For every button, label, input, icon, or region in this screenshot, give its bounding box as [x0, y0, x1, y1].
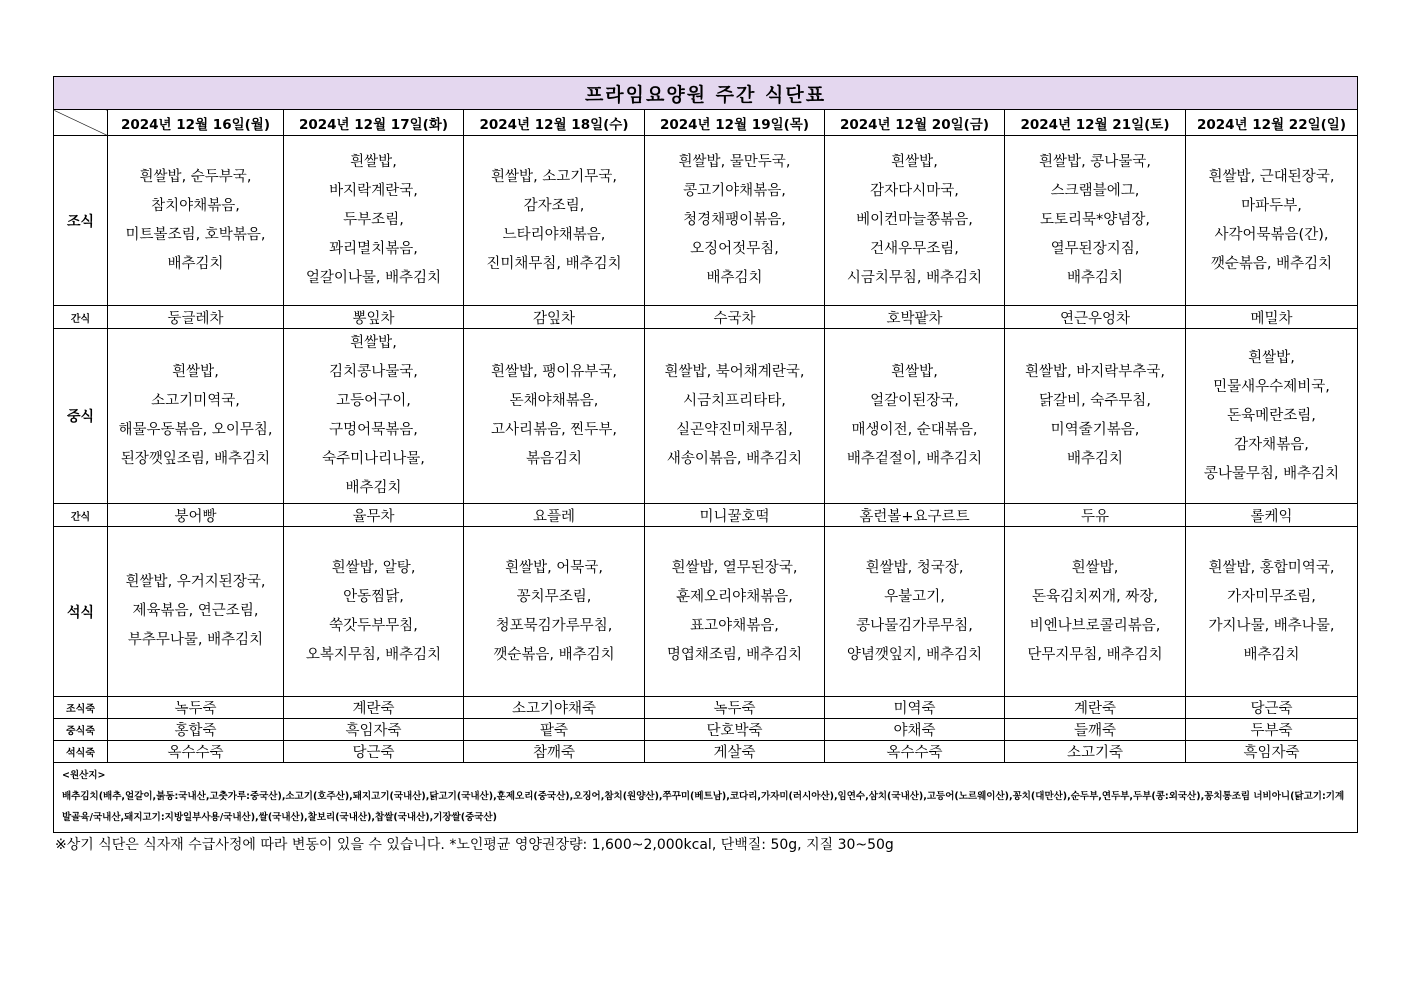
- lunch-cell-5: [825, 329, 1005, 504]
- menu-line: 미트볼조림, 호박볶음,: [125, 226, 266, 243]
- breakfast-cell-7: [1186, 136, 1358, 306]
- snack-row-2: [54, 504, 1358, 527]
- menu-line: 배추김치: [167, 255, 224, 272]
- porridge-lunch-cell-6: 들깨죽: [1005, 719, 1186, 741]
- menu-line: 새송이볶음, 배추김치: [666, 451, 803, 467]
- menu-line: 흰쌀밥,: [1071, 559, 1119, 576]
- menu-line: 해물우동볶음, 오이무침,: [118, 422, 273, 438]
- menu-line: 스크램블에그,: [1050, 183, 1140, 199]
- snack-label-1: 간식: [54, 306, 108, 329]
- menu-line: 청경채팽이볶음,: [683, 212, 786, 228]
- menu-line: 흰쌀밥, 콩나물국,: [1039, 154, 1151, 170]
- porridge-dinner-cell-3: 참깨죽: [464, 741, 645, 763]
- menu-line: 느타리야채볶음,: [502, 226, 606, 243]
- origin-info: [54, 763, 1358, 833]
- menu-line: 콩나물김가루무침,: [856, 617, 973, 634]
- menu-line: 고등어구이,: [336, 393, 411, 409]
- date-header-2: 2024년 12월 17일(화): [284, 110, 464, 136]
- lunch-cell-3: [464, 329, 645, 504]
- snack1-cell-1: 둥글레차: [108, 306, 284, 329]
- menu-line: 흰쌀밥, 근대된장국,: [1208, 168, 1335, 185]
- menu-line: 콩고기야채볶음,: [683, 183, 786, 199]
- porridge-breakfast-cell-7: 당근죽: [1186, 697, 1358, 719]
- menu-line: 단무지무침, 배추김치: [1027, 646, 1163, 663]
- porridge-lunch-row: [54, 719, 1358, 741]
- menu-line: 꽈리멸치볶음,: [329, 241, 418, 257]
- breakfast-cell-6: [1005, 136, 1186, 306]
- porridge-dinner-cell-6: 소고기죽: [1005, 741, 1186, 763]
- dinner-cell-6: [1005, 527, 1186, 697]
- menu-line: 비엔나브로콜리볶음,: [1029, 617, 1161, 634]
- lunch-cell-7: [1186, 329, 1358, 504]
- porridge-dinner-cell-2: 당근죽: [284, 741, 464, 763]
- menu-line: 배추김치: [1066, 451, 1124, 467]
- menu-line: 안동찜닭,: [343, 588, 404, 605]
- menu-line: 흰쌀밥,: [1248, 349, 1295, 366]
- snack1-cell-4: 수국차: [645, 306, 825, 329]
- menu-line: 돈채야채볶음,: [509, 393, 599, 409]
- dinner-label: 석식: [54, 527, 108, 697]
- menu-line: 깻순볶음, 배추김치: [1210, 255, 1333, 272]
- menu-line: 참치야채볶음,: [151, 197, 240, 214]
- snack1-cell-6: 연근우엉차: [1005, 306, 1186, 329]
- porridge-dinner-label: 석식죽: [54, 741, 108, 763]
- menu-line: 미역줄기볶음,: [1050, 422, 1140, 438]
- menu-line: 명엽채조림, 배추김치: [666, 646, 803, 663]
- porridge-lunch-cell-1: 홍합죽: [108, 719, 284, 741]
- menu-line: 감자조림,: [523, 197, 585, 214]
- lunch-cell-4: [645, 329, 825, 504]
- porridge-dinner-cell-5: 옥수수죽: [825, 741, 1005, 763]
- snack1-cell-7: 메밀차: [1186, 306, 1358, 329]
- menu-line: 진미채무침, 배추김치: [486, 255, 622, 272]
- dinner-cell-7: [1186, 527, 1358, 697]
- menu-line: 마파두부,: [1241, 197, 1302, 214]
- snack2-cell-6: 두유: [1005, 504, 1186, 527]
- menu-line: 구멍어묵볶음,: [329, 422, 418, 438]
- menu-title: 프라임요양원 주간 식단표: [54, 77, 1358, 110]
- menu-line: 사각어묵볶음(간),: [1214, 226, 1329, 243]
- menu-line: 흰쌀밥, 바지락부추국,: [1025, 364, 1165, 380]
- menu-line: 흰쌀밥,: [891, 154, 938, 170]
- dinner-cell-5: [825, 527, 1005, 697]
- breakfast-cell-2: [284, 136, 464, 306]
- snack-label-2: 간식: [54, 504, 108, 527]
- menu-line: 배추김치: [345, 480, 402, 496]
- porridge-dinner-row: [54, 741, 1358, 763]
- menu-line: 흰쌀밥, 소고기무국,: [491, 168, 617, 185]
- date-header-5: 2024년 12월 20일(금): [825, 110, 1005, 136]
- snack1-cell-5: 호박팥차: [825, 306, 1005, 329]
- porridge-breakfast-cell-3: 소고기야채죽: [464, 697, 645, 719]
- menu-line: 가지나물, 배추나물,: [1208, 617, 1335, 634]
- lunch-cell-6: [1005, 329, 1186, 504]
- porridge-lunch-label: 중식죽: [54, 719, 108, 741]
- menu-line: 콩나물무침, 배추김치: [1203, 465, 1340, 482]
- date-header-4: 2024년 12월 19일(목): [645, 110, 825, 136]
- menu-line: 쑥갓두부무침,: [329, 617, 418, 634]
- snack2-cell-4: 미니꿀호떡: [645, 504, 825, 527]
- porridge-breakfast-cell-6: 계란죽: [1005, 697, 1186, 719]
- snack-row-1: [54, 306, 1358, 329]
- dinner-row: [54, 527, 1358, 697]
- menu-line: 건새우무조림,: [870, 241, 959, 257]
- corner-cell: [54, 110, 108, 136]
- porridge-breakfast-row: [54, 697, 1358, 719]
- breakfast-cell-5: [825, 136, 1005, 306]
- menu-line: 시금치무침, 배추김치: [846, 270, 983, 286]
- porridge-breakfast-cell-2: 계란죽: [284, 697, 464, 719]
- menu-line: 흰쌀밥, 우거지된장국,: [125, 574, 266, 590]
- porridge-lunch-cell-7: 두부죽: [1186, 719, 1358, 741]
- breakfast-cell-4: [645, 136, 825, 306]
- menu-line: 매생이전, 순대볶음,: [851, 422, 978, 438]
- footnote: ※상기 식단은 식자재 수급사정에 따라 변동이 있을 수 있습니다. *노인평균 영양권장량: 1,600~2,000kcal, 단백질: 50g, 지질 30~50g: [55, 837, 894, 853]
- porridge-lunch-cell-2: 흑임자죽: [284, 719, 464, 741]
- porridge-dinner-cell-1: 옥수수죽: [108, 741, 284, 763]
- snack1-cell-3: 감잎차: [464, 306, 645, 329]
- menu-line: 흰쌀밥, 홍합미역국,: [1208, 559, 1335, 576]
- dinner-cell-3: [464, 527, 645, 697]
- menu-line: 배추김치: [706, 270, 763, 286]
- dinner-cell-2: [284, 527, 464, 697]
- breakfast-cell-3: [464, 136, 645, 306]
- menu-line: 흰쌀밥, 어묵국,: [505, 559, 603, 576]
- date-header-row: [54, 110, 1358, 136]
- lunch-cell-1: [108, 329, 284, 504]
- snack2-cell-7: 롤케익: [1186, 504, 1358, 527]
- snack2-cell-1: 붕어빵: [108, 504, 284, 527]
- menu-line: 양념깻잎지, 배추김치: [846, 646, 983, 663]
- date-header-7: 2024년 12월 22일(일): [1186, 110, 1358, 136]
- porridge-dinner-cell-7: 흑임자죽: [1186, 741, 1358, 763]
- menu-line: 배추김치: [1243, 646, 1300, 663]
- snack2-cell-5: 홈런볼+요구르트: [825, 504, 1005, 527]
- menu-line: 꽁치무조림,: [516, 588, 592, 605]
- menu-line: 실곤약진미채무침,: [676, 422, 793, 438]
- lunch-cell-2: [284, 329, 464, 504]
- origin-text: 배추김치(배추,얼갈이,붉동:국내산,고춧가루:중국산),소고기(호주산),돼지고기(국내산),닭고기(국내산),훈제오리(중국산),오징어,참치(원양산),쭈꾸미(베트남),코다리,가자미(러시아산),임연수,삼치(국내산),고등어(노르웨이산),꽁치(대만산),순두부,연두부,두부(콩:외국산),꽁치통조림 너비아니(닭고기:기계발골육/국내산,돼지고기:지방일부사용/국내산),쌀(국내산),찰보리(국내산),찹쌀(국내산),기장쌀(중국산): [62, 791, 1345, 823]
- menu-line: 얼갈이된장국,: [870, 393, 959, 409]
- menu-line: 김치콩나물국,: [329, 364, 418, 380]
- menu-line: 흰쌀밥, 물만두국,: [678, 154, 791, 170]
- menu-line: 배추김치: [1066, 270, 1124, 286]
- breakfast-cell-1: [108, 136, 284, 306]
- breakfast-label: 조식: [54, 136, 108, 306]
- menu-line: 청포묵김가루무침,: [495, 617, 613, 634]
- date-header-1: 2024년 12월 16일(월): [108, 110, 284, 136]
- menu-line: 볶음김치: [525, 451, 583, 467]
- date-header-6: 2024년 12월 21일(토): [1005, 110, 1186, 136]
- menu-line: 흰쌀밥, 북어채계란국,: [664, 364, 805, 380]
- menu-line: 오복지무침, 배추김치: [305, 646, 442, 663]
- lunch-label: 중식: [54, 329, 108, 504]
- menu-line: 도토리묵*양념장,: [1040, 212, 1150, 228]
- menu-line: 시금치프리타타,: [683, 393, 786, 409]
- menu-line: 열무된장지짐,: [1050, 241, 1140, 257]
- dinner-cell-4: [645, 527, 825, 697]
- porridge-lunch-cell-4: 단호박죽: [645, 719, 825, 741]
- weekly-menu-table: [53, 76, 1358, 833]
- snack2-cell-3: 요플레: [464, 504, 645, 527]
- porridge-lunch-cell-3: 팥죽: [464, 719, 645, 741]
- menu-line: 부추무나물, 배추김치: [127, 632, 264, 648]
- menu-line: 감자채볶음,: [1234, 436, 1309, 453]
- menu-line: 오징어젓무침,: [690, 241, 779, 257]
- menu-line: 흰쌀밥, 팽이유부국,: [491, 364, 617, 380]
- snack2-cell-2: 율무차: [284, 504, 464, 527]
- menu-line: 숙주미나리나물,: [322, 451, 425, 467]
- porridge-breakfast-label: 조식죽: [54, 697, 108, 719]
- dinner-cell-1: [108, 527, 284, 697]
- porridge-breakfast-cell-4: 녹두죽: [645, 697, 825, 719]
- menu-line: 제육볶음, 연근조림,: [132, 603, 259, 619]
- menu-line: 배추겉절이, 배추김치: [846, 451, 983, 467]
- menu-line: 표고야채볶음,: [690, 617, 779, 634]
- menu-line: 흰쌀밥, 청국장,: [865, 559, 964, 576]
- menu-line: 가자미무조림,: [1227, 588, 1316, 605]
- menu-line: 닭갈비, 숙주무침,: [1039, 393, 1151, 409]
- porridge-lunch-cell-5: 야채죽: [825, 719, 1005, 741]
- origin-title: <원산지>: [62, 770, 106, 781]
- menu-line: 훈제오리야채볶음,: [676, 588, 793, 605]
- menu-line: 깻순볶음, 배추김치: [493, 646, 615, 663]
- menu-line: 감자다시마국,: [870, 183, 959, 199]
- menu-line: 흰쌀밥, 열무된장국,: [671, 559, 798, 576]
- porridge-dinner-cell-4: 게살죽: [645, 741, 825, 763]
- menu-line: 흰쌀밥,: [350, 335, 397, 351]
- menu-line: 돈육김치찌개, 짜장,: [1032, 588, 1158, 605]
- lunch-row: [54, 329, 1358, 504]
- menu-line: 된장깻잎조림, 배추김치: [120, 451, 271, 467]
- porridge-breakfast-cell-1: 녹두죽: [108, 697, 284, 719]
- menu-line: 바지락계란국,: [329, 183, 418, 199]
- menu-line: 흰쌀밥, 순두부국,: [139, 168, 252, 185]
- menu-line: 흰쌀밥,: [350, 154, 397, 170]
- porridge-breakfast-cell-5: 미역죽: [825, 697, 1005, 719]
- breakfast-row: [54, 136, 1358, 306]
- menu-line: 고사리볶음, 찐두부,: [491, 422, 617, 438]
- menu-line: 두부조림,: [343, 212, 404, 228]
- menu-line: 흰쌀밥,: [172, 364, 219, 380]
- menu-line: 돈육메란조림,: [1227, 407, 1316, 424]
- menu-line: 베이컨마늘쫑볶음,: [856, 212, 973, 228]
- menu-line: 민물새우수제비국,: [1213, 378, 1330, 395]
- menu-line: 소고기미역국,: [151, 393, 240, 409]
- menu-line: 우불고기,: [884, 588, 945, 605]
- menu-line: 얼갈이나물, 배추김치: [305, 270, 442, 286]
- snack1-cell-2: 뽕잎차: [284, 306, 464, 329]
- menu-line: 흰쌀밥,: [891, 364, 938, 380]
- date-header-3: 2024년 12월 18일(수): [464, 110, 645, 136]
- menu-line: 흰쌀밥, 알탕,: [331, 559, 416, 576]
